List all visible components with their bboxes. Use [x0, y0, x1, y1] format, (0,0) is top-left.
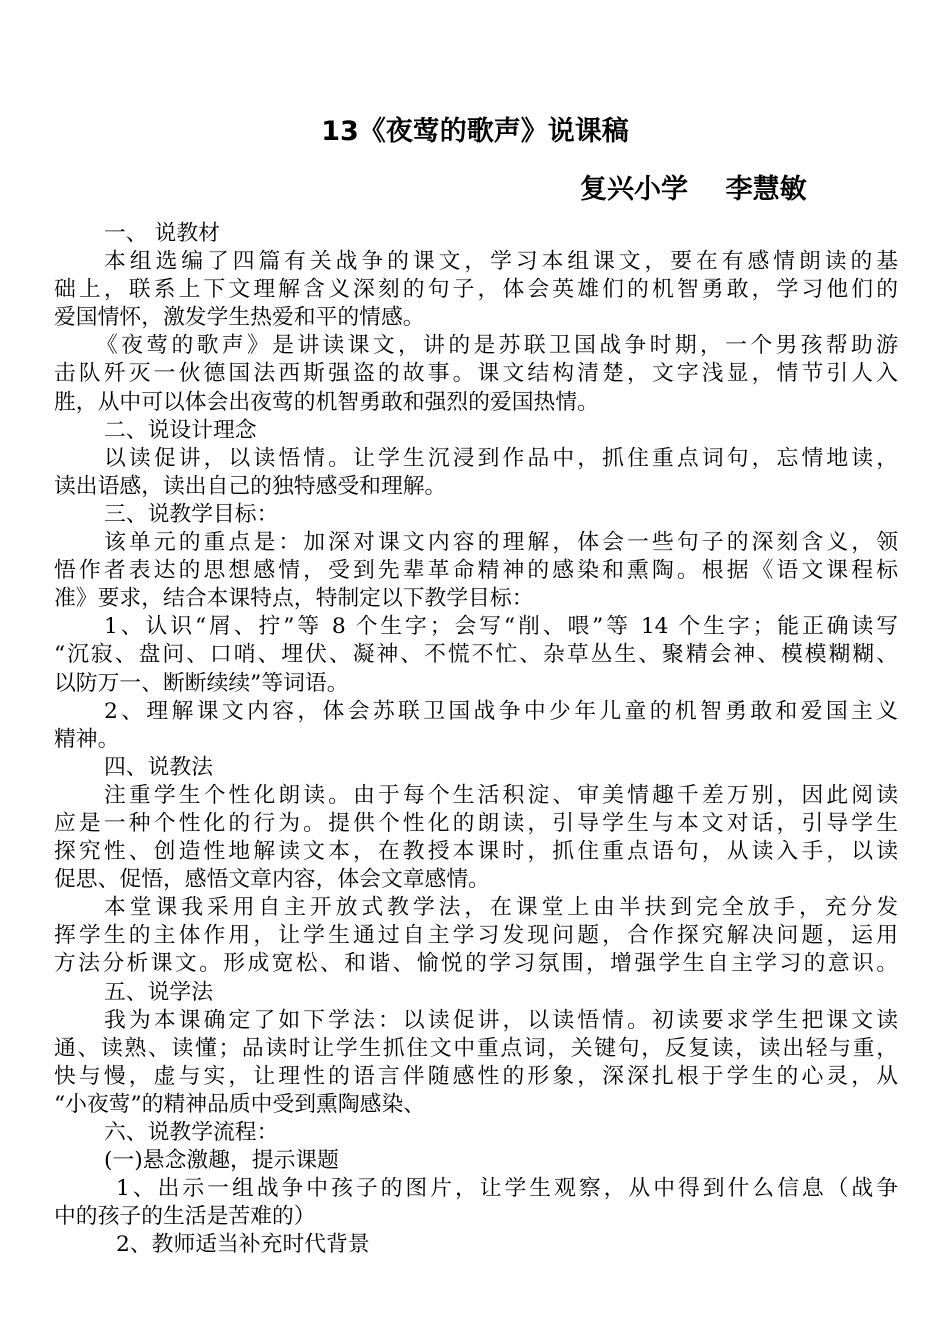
text-line: 应是一种个性化的行为。提供个性化的朗读，引导学生与本文对话，引导学生 — [54, 810, 898, 836]
text-line: 2、理解课文内容，体会苏联卫国战争中少年儿童的机智勇敢和爱国主义 — [104, 698, 898, 724]
text-line: 以防万一、断断续续”等词语。 — [54, 670, 349, 696]
text-line: 础上，联系上下文理解含义深刻的句子，体会英雄们的机智勇敢，学习他们的 — [54, 277, 898, 303]
text-line: 快与慢，虚与实，让理性的语言伴随感性的形象，深深扎根于学生的心灵，从 — [54, 1063, 898, 1089]
text-line: 五、说学法 — [104, 979, 213, 1005]
text-line: 本组选编了四篇有关战争的课文，学习本组课文，要在有感情朗读的基 — [104, 249, 898, 275]
text-line: 四、说教法 — [104, 754, 213, 780]
text-line: 1、出示一组战争中孩子的图片，让学生观察，从中得到什么信息（战争 — [116, 1176, 898, 1202]
document-author: 复兴小学 李慧敏 — [580, 174, 807, 205]
text-line: 该单元的重点是：加深对课文内容的理解，体会一些句子的深刻含义，领 — [104, 530, 898, 556]
text-line: 探究性、创造性地解读文本，在教授本课时，抓住重点语句，从读入手，以读 — [54, 839, 898, 865]
text-line: 促思、促悟，感悟文章内容，体会文章感情。 — [54, 867, 490, 893]
text-line: 我为本课确定了如下学法：以读促讲，以读悟情。初读要求学生把课文读 — [104, 1007, 898, 1033]
text-line: 以读促讲，以读悟情。让学生沉浸到作品中，抓住重点词句，忘情地读， — [104, 445, 898, 471]
text-line: 通、读熟、读懂；品读时让学生抓住文中重点词，关键句，反复读，读出轻与重， — [54, 1035, 898, 1061]
text-line: 悟作者表达的思想感情，受到先辈革命精神的感染和熏陶。根据《语文课程标 — [54, 558, 898, 584]
text-line: 六、说教学流程： — [104, 1120, 279, 1145]
text-line: 三、说教学目标： — [104, 501, 279, 527]
text-line: 准》要求，结合本课特点，特制定以下教学目标： — [54, 586, 534, 612]
text-line: 读出语感，读出自己的独特感受和理解。 — [54, 473, 447, 499]
document-body — [54, 220, 898, 1259]
text-line: 中的孩子的生活是苦难的） — [54, 1204, 316, 1230]
text-line: 注重学生个性化朗读。由于每个生活积淀、审美情趣千差万别，因此阅读 — [104, 782, 898, 808]
text-line: 挥学生的主体作用，让学生通过自主学习发现问题，合作探究解决问题，运用 — [54, 923, 898, 949]
text-line: 精神。 — [54, 726, 120, 752]
text-line: 击队歼灭一伙德国法西斯强盗的故事。课文结构清楚，文字浅显，情节引人入 — [54, 361, 898, 387]
text-line: 二、说设计理念 — [104, 417, 257, 443]
text-line: 本堂课我采用自主开放式教学法，在课堂上由半扶到完全放手，充分发 — [104, 895, 898, 921]
text-line: 1、认识“屑、拧”等 8 个生字；会写“削、喂”等 14 个生字；能正确读写 — [104, 614, 898, 640]
document-title: 13《夜莺的歌声》说课稿 — [321, 116, 629, 147]
text-line: 《夜莺的歌声》是讲读课文，讲的是苏联卫国战争时期，一个男孩帮助游 — [96, 333, 898, 359]
text-line: “沉寂、盘问、口哨、埋伏、凝神、不慌不忙、杂草丛生、聚精会神、模模糊糊、 — [54, 642, 898, 668]
text-line: 方法分析课文。形成宽松、和谐、愉悦的学习氛围，增强学生自主学习的意识。 — [54, 951, 898, 977]
text-line: 一、 说教材 — [104, 221, 220, 246]
text-line: 胜，从中可以体会出夜莺的机智勇敢和强烈的爱国热情。 — [54, 389, 599, 415]
text-line: 爱国情怀，激发学生热爱和平的情感。 — [54, 305, 425, 331]
text-line: “小夜莺”的精神品质中受到熏陶感染、 — [54, 1091, 426, 1117]
text-line: (一)悬念激趣，提示课题 — [104, 1148, 339, 1174]
text-line: 2、教师适当补充时代背景 — [116, 1232, 370, 1258]
